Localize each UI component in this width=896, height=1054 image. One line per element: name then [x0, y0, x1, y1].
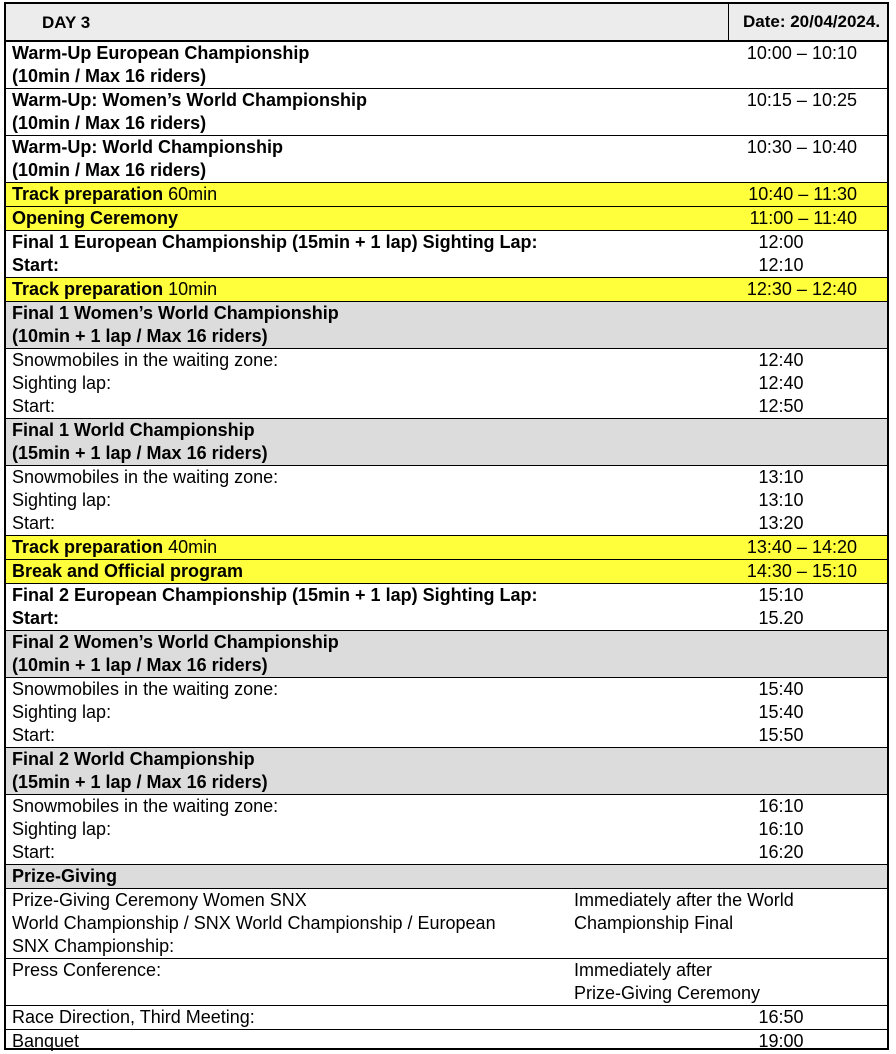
race-direction-row: [6, 1006, 887, 1030]
final1-european-start: Start:: [12, 255, 60, 275]
table-header: [6, 4, 887, 42]
track-prep-2-time: 12:30 – 12:40: [746, 279, 857, 299]
final1-european-sighting-time: 12:00: [758, 232, 804, 252]
final1-women-sighting-label: Sighting lap:: [12, 373, 112, 393]
final1-women-sighting-time: 12:40: [758, 373, 804, 393]
date-label: Date: 20/04/2024.: [728, 4, 880, 40]
final2-world-detail: (15min + 1 lap / Max 16 riders): [12, 772, 268, 792]
prize-ceremony-label-2: World Championship / SNX World Championship / European: [12, 913, 496, 933]
press-conference-when-1: Immediately after: [574, 960, 713, 980]
break-time: 14:30 – 15:10: [746, 561, 857, 581]
warmup-women-title: Warm-Up: Women’s World Championship: [12, 90, 367, 110]
final1-women-waiting-label: Snowmobiles in the waiting zone:: [12, 350, 279, 370]
final1-world-waiting-time: 13:10: [758, 467, 804, 487]
day-label: DAY 3: [42, 13, 91, 32]
warmup-women-row: [6, 89, 887, 136]
prize-giving-title: Prize-Giving: [12, 866, 118, 886]
final1-world-header: [6, 419, 887, 466]
final1-world-start-time: 13:20: [758, 513, 804, 533]
prize-ceremony-label-3: SNX Championship:: [12, 936, 175, 956]
race-direction-label: Race Direction, Third Meeting:: [12, 1007, 255, 1027]
final2-women-header: [6, 631, 887, 678]
final2-women-start-time: 15:50: [758, 725, 804, 745]
prize-ceremony-label-1: Prize-Giving Ceremony Women SNX: [12, 890, 307, 910]
opening-ceremony-row: [6, 207, 887, 231]
track-prep-1-duration: 60min: [163, 184, 218, 204]
banquet-time: 19:00: [758, 1031, 804, 1051]
final2-european-title: Final 2 European Championship (15min + 1 lap) Sighting Lap:: [12, 585, 538, 605]
track-prep-2-duration: 10min: [163, 279, 218, 299]
prize-ceremony-row: [6, 889, 887, 959]
final2-women-waiting-time: 15:40: [758, 679, 804, 699]
final2-world-waiting-time: 16:10: [758, 796, 804, 816]
final2-women-items: [6, 678, 887, 748]
final1-world-sighting-label: Sighting lap:: [12, 490, 112, 510]
final2-women-start-label: Start:: [12, 725, 56, 745]
press-conference-row: [6, 959, 887, 1006]
warmup-european-title: Warm-Up European Championship: [12, 43, 310, 63]
final2-world-title: Final 2 World Championship: [12, 749, 255, 769]
race-direction-time: 16:50: [758, 1007, 804, 1027]
final2-women-sighting-label: Sighting lap:: [12, 702, 112, 722]
prize-ceremony-when-2: Championship Final: [574, 913, 734, 933]
opening-ceremony-time: 11:00 – 11:40: [749, 208, 857, 228]
track-prep-1-time: 10:40 – 11:30: [748, 184, 857, 204]
final1-european-start-time: 12:10: [758, 255, 804, 275]
prize-giving-header: [6, 865, 887, 889]
warmup-women-time: 10:15 – 10:25: [746, 90, 857, 110]
final1-women-start-label: Start:: [12, 396, 56, 416]
final2-women-waiting-label: Snowmobiles in the waiting zone:: [12, 679, 279, 699]
warmup-world-title: Warm-Up: World Championship: [12, 137, 283, 157]
final2-world-waiting-label: Snowmobiles in the waiting zone:: [12, 796, 279, 816]
prize-ceremony-when-1: Immediately after the World: [574, 890, 794, 910]
final1-world-items: [6, 466, 887, 536]
final1-women-detail: (10min + 1 lap / Max 16 riders): [12, 326, 268, 346]
final2-european-start: Start:: [12, 608, 60, 628]
warmup-world-time: 10:30 – 10:40: [746, 137, 857, 157]
final2-world-start-label: Start:: [12, 842, 56, 862]
final2-women-title: Final 2 Women’s World Championship: [12, 632, 339, 652]
track-prep-2-row: [6, 278, 887, 302]
final2-world-header: [6, 748, 887, 795]
final2-world-sighting-time: 16:10: [758, 819, 804, 839]
schedule-table: [4, 2, 889, 1050]
final2-european-row: [6, 584, 887, 631]
banquet-row: [6, 1030, 887, 1054]
final1-world-detail: (15min + 1 lap / Max 16 riders): [12, 443, 268, 463]
final2-world-start-time: 16:20: [758, 842, 804, 862]
track-prep-3-duration: 40min: [163, 537, 218, 557]
final2-european-sighting-time: 15:10: [758, 585, 804, 605]
final2-world-sighting-label: Sighting lap:: [12, 819, 112, 839]
track-prep-3-row: [6, 536, 887, 560]
track-prep-2-label: Track preparation: [12, 279, 164, 299]
track-prep-3-time: 13:40 – 14:20: [746, 537, 857, 557]
break-row: [6, 560, 887, 584]
final1-women-title: Final 1 Women’s World Championship: [12, 303, 339, 323]
final2-women-sighting-time: 15:40: [758, 702, 804, 722]
final1-world-start-label: Start:: [12, 513, 56, 533]
opening-ceremony-label: Opening Ceremony: [12, 208, 179, 228]
final1-women-header: [6, 302, 887, 349]
final2-women-detail: (10min + 1 lap / Max 16 riders): [12, 655, 268, 675]
track-prep-3-label: Track preparation: [12, 537, 164, 557]
final1-women-items: [6, 349, 887, 419]
final1-women-waiting-time: 12:40: [758, 350, 804, 370]
final1-world-sighting-time: 13:10: [758, 490, 804, 510]
warmup-women-detail: (10min / Max 16 riders): [12, 113, 207, 133]
final2-world-items: [6, 795, 887, 865]
final2-european-start-time: 15.20: [758, 608, 804, 628]
final1-women-start-time: 12:50: [758, 396, 804, 416]
warmup-european-row: [6, 42, 887, 89]
banquet-label: Banquet: [12, 1031, 80, 1051]
warmup-world-detail: (10min / Max 16 riders): [12, 160, 207, 180]
warmup-world-row: [6, 136, 887, 183]
final1-european-title: Final 1 European Championship (15min + 1 lap) Sighting Lap:: [12, 232, 538, 252]
press-conference-label: Press Conference:: [12, 960, 162, 980]
final1-world-title: Final 1 World Championship: [12, 420, 255, 440]
track-prep-1-row: [6, 183, 887, 207]
press-conference-when-2: Prize-Giving Ceremony: [574, 983, 761, 1003]
track-prep-1-label: Track preparation: [12, 184, 164, 204]
final1-european-row: [6, 231, 887, 278]
final1-world-waiting-label: Snowmobiles in the waiting zone:: [12, 467, 279, 487]
break-label: Break and Official program: [12, 561, 244, 581]
warmup-european-time: 10:00 – 10:10: [746, 43, 857, 63]
warmup-european-detail: (10min / Max 16 riders): [12, 66, 207, 86]
